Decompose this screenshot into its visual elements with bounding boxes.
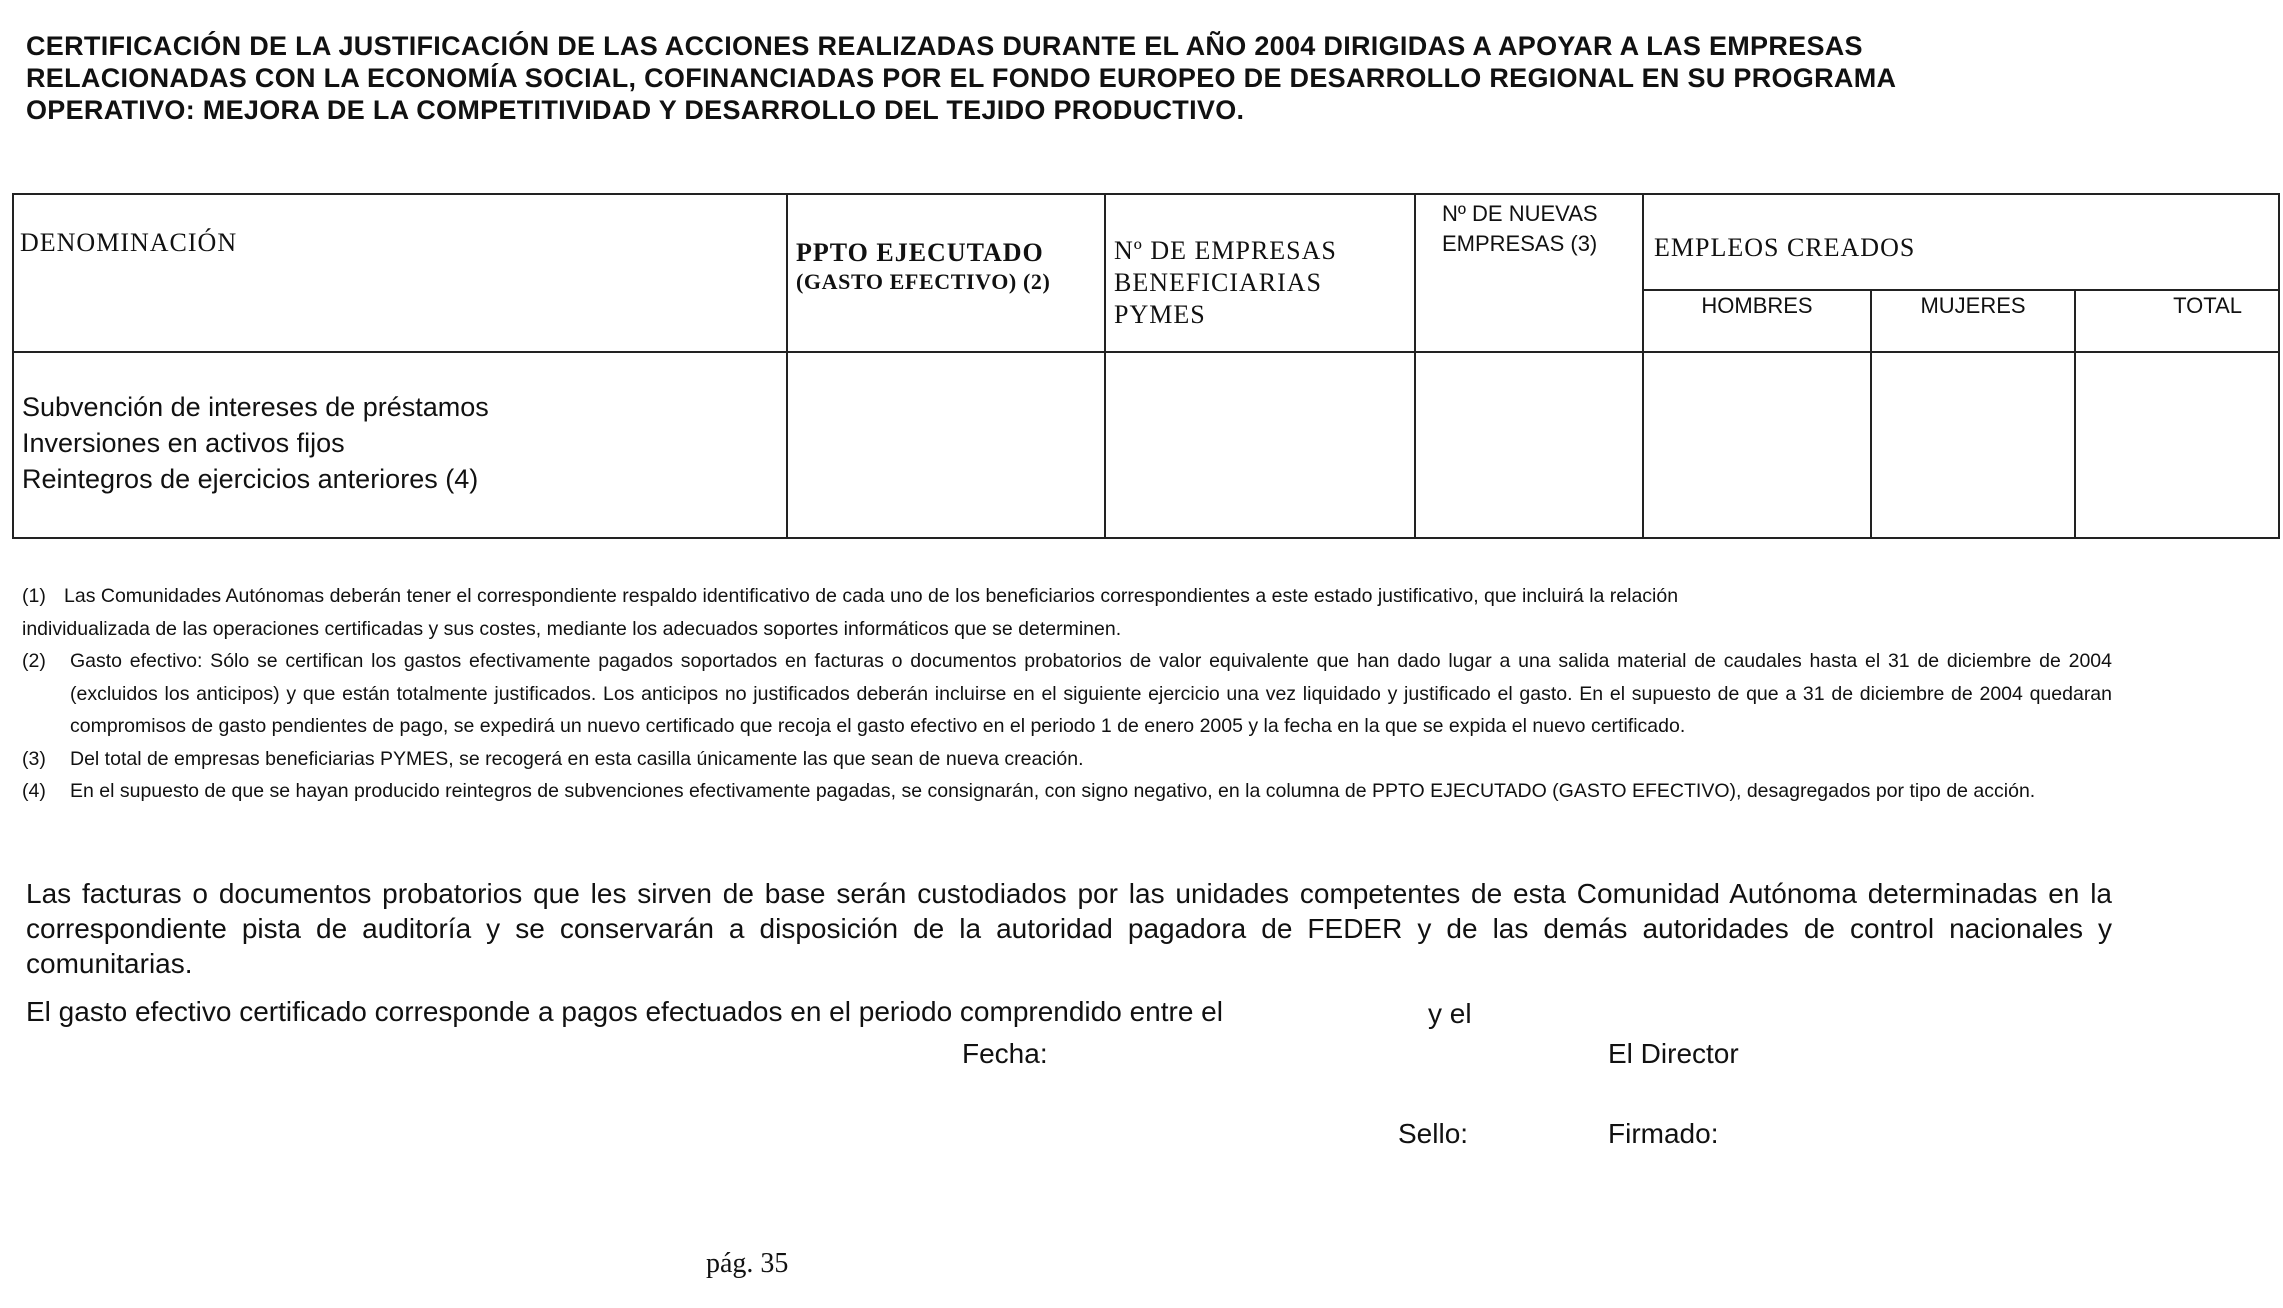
nuevas-empresas-cell[interactable] [1415,352,1643,538]
sello-label: Sello: [1398,1118,1469,1149]
hombres-cell[interactable] [1643,352,1871,538]
page-number: pág. 35 [706,1248,789,1279]
periodo-text: El gasto efectivo certificado corresponde a pagos efectuados en el periodo comprendido entre el [26,996,1223,1027]
title-line-2: RELACIONADAS CON LA ECONOMÍA SOCIAL, COFINANCIADAS POR EL FONDO EUROPEO DE DESARROLLO REGIONAL EN SU PROGRAMA [26,63,1897,93]
header-empleos-creados: EMPLEOS CREADOS [1643,194,2279,290]
header-denominacion: DENOMINACIÓN [13,194,787,352]
row-inversiones: Inversiones en activos fijos [22,428,345,458]
header-ppto-ejecutado: PPTO EJECUTADO (GASTO EFECTIVO) (2) [787,194,1105,352]
ppto-cell[interactable] [787,352,1105,538]
custody-paragraph: Las facturas o documentos probatorios que les sirven de base serán custodiados por las unidades competentes de esta Comunidad Autónoma determinadas en la correspondiente pista de auditoría y se conservarán a disposición de la autoridad pagadora de FEDER y de las demás autoridades de control nacionales y comunitarias. [26,878,2112,979]
footnote-4: (4) En el supuesto de que se hayan producido reintegros de subvenciones efectivamente pagadas, se consignarán, con signo negativo, en la columna de PPTO EJECUTADO (GASTO EFECTIVO), desagregados por tipo de acción. [22,780,2036,802]
document-title [26,30,2086,126]
fecha-label: Fecha: [962,1038,1048,1069]
row-reintegros: Reintegros de ejercicios anteriores (4) [22,464,479,494]
denominacion-cell [13,352,787,538]
footnote-2: (2) Gasto efectivo: Sólo se certifican los gastos efectivamente pagados soportados en facturas o documentos probatorios de valor equivalente que han dado lugar a una salida material de caudales hasta el 31 de diciembre de 2004 (excluidos los anticipos) y que están totalmente justificados. Los anticipos no justificados deberán incluirse en el siguiente ejercicio una vez liquidado y justificado el gasto. En el supuesto de que a 31 de diciembre de 2004 quedaran compromisos de gasto pendientes de pago, se expedirá un nuevo certificado que recoja el gasto efectivo en el periodo 1 de enero 2005 y la fecha en la que se expida el nuevo certificado. [22,650,2112,737]
footnote-1: (1) Las Comunidades Autónomas deberán tener el correspondiente respaldo identificativo de cada uno de los beneficiarios correspondientes a este estado justificativo, que incluirá la relación [22,585,1679,607]
footnote-3: (3) Del total de empresas beneficiarias PYMES, se recogerá en esta casilla únicamente las que sean de nueva creación. [22,747,1084,770]
director-label: El Director [1608,1038,1739,1069]
mujeres-cell[interactable] [1871,352,2075,538]
periodo-y-el: y el [1428,998,1472,1029]
title-line-1: CERTIFICACIÓN DE LA JUSTIFICACIÓN DE LAS ACCIONES REALIZADAS DURANTE EL AÑO 2004 DIRIGIDAS A APOYAR A LAS EMPRESAS [26,31,1863,61]
header-mujeres: MUJERES [1871,290,2075,352]
empresas-cell[interactable] [1105,352,1415,538]
footnotes [22,580,2112,808]
header-empresas-beneficiarias: Nº DE EMPRESAS BENEFICIARIAS PYMES [1105,194,1415,352]
title-line-3: OPERATIVO: MEJORA DE LA COMPETITIVIDAD Y DESARROLLO DEL TEJIDO PRODUCTIVO. [26,95,1245,125]
header-hombres: HOMBRES [1643,290,1871,352]
total-cell[interactable] [2075,352,2279,538]
firmado-label: Firmado: [1608,1118,1719,1149]
row-subvencion: Subvención de intereses de préstamos [22,392,489,422]
header-total: TOTAL [2075,290,2279,352]
certification-table [12,193,2280,539]
footnote-1-continuation: individualizada de las operaciones certificadas y sus costes, mediante los adecuados soportes informáticos que se determinen. [22,617,1122,640]
header-nuevas-empresas: Nº DE NUEVAS EMPRESAS (3) [1415,194,1643,352]
